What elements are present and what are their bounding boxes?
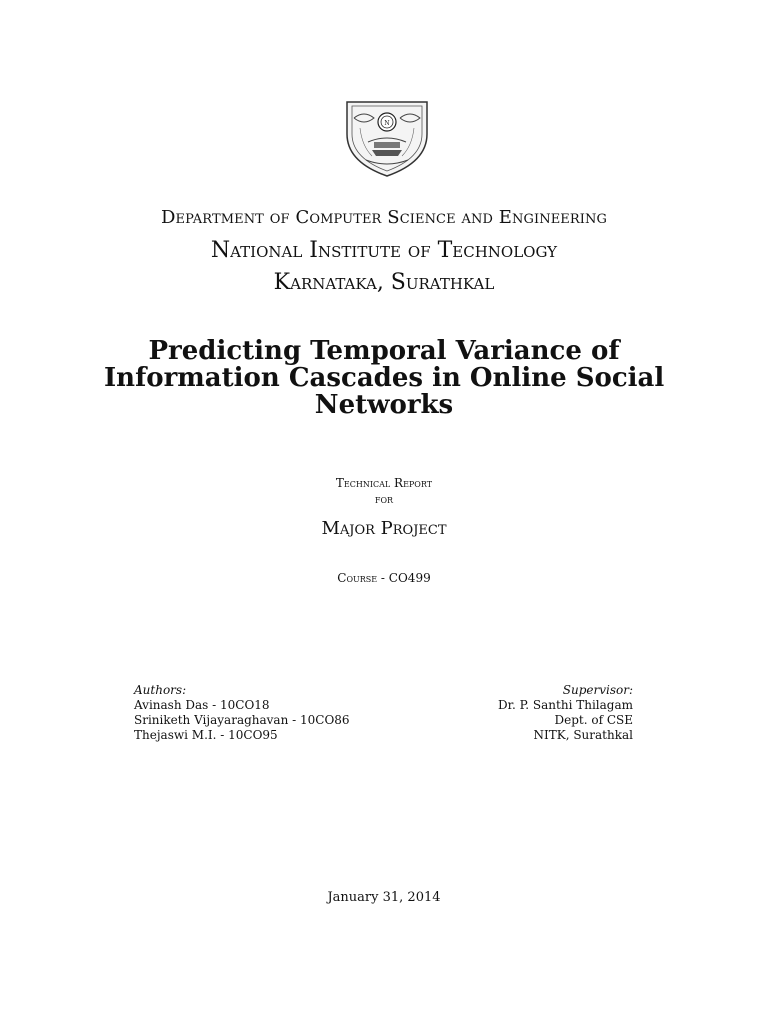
authors-block [134,683,350,743]
title-line-1: Predicting Temporal Variance of [148,336,620,366]
course-code: Course - CO499 [337,571,431,585]
department-name: Department of Computer Science and Engineering [161,207,607,228]
supervisor-dept: Dept. of CSE [554,713,633,727]
svg-text:N: N [384,120,390,127]
institute-name: National Institute of Technology [210,238,558,263]
for-label: for [374,493,394,506]
institute-location: Karnataka, Surathkal [273,270,495,295]
supervisor-block [498,683,633,743]
project-name: Major Project [321,518,447,539]
institute-crest-icon [342,98,432,178]
supervisor-label: Supervisor: [562,683,633,697]
author-3: Thejaswi M.I. - 10CO95 [134,728,278,742]
supervisor-name: Dr. P. Santhi Thilagam [497,698,633,712]
author-1: Avinash Das - 10CO18 [134,698,270,712]
supervisor-place: NITK, Surathkal [533,728,633,742]
report-title [104,338,664,419]
title-line-2: Information Cascades in Online Social [104,363,665,393]
report-date: January 31, 2014 [327,890,441,905]
report-type: Technical Report [335,476,433,490]
authors-label: Authors: [134,683,187,697]
author-2: Sriniketh Vijayaraghavan - 10CO86 [134,713,350,727]
title-line-3: Networks [314,390,454,420]
